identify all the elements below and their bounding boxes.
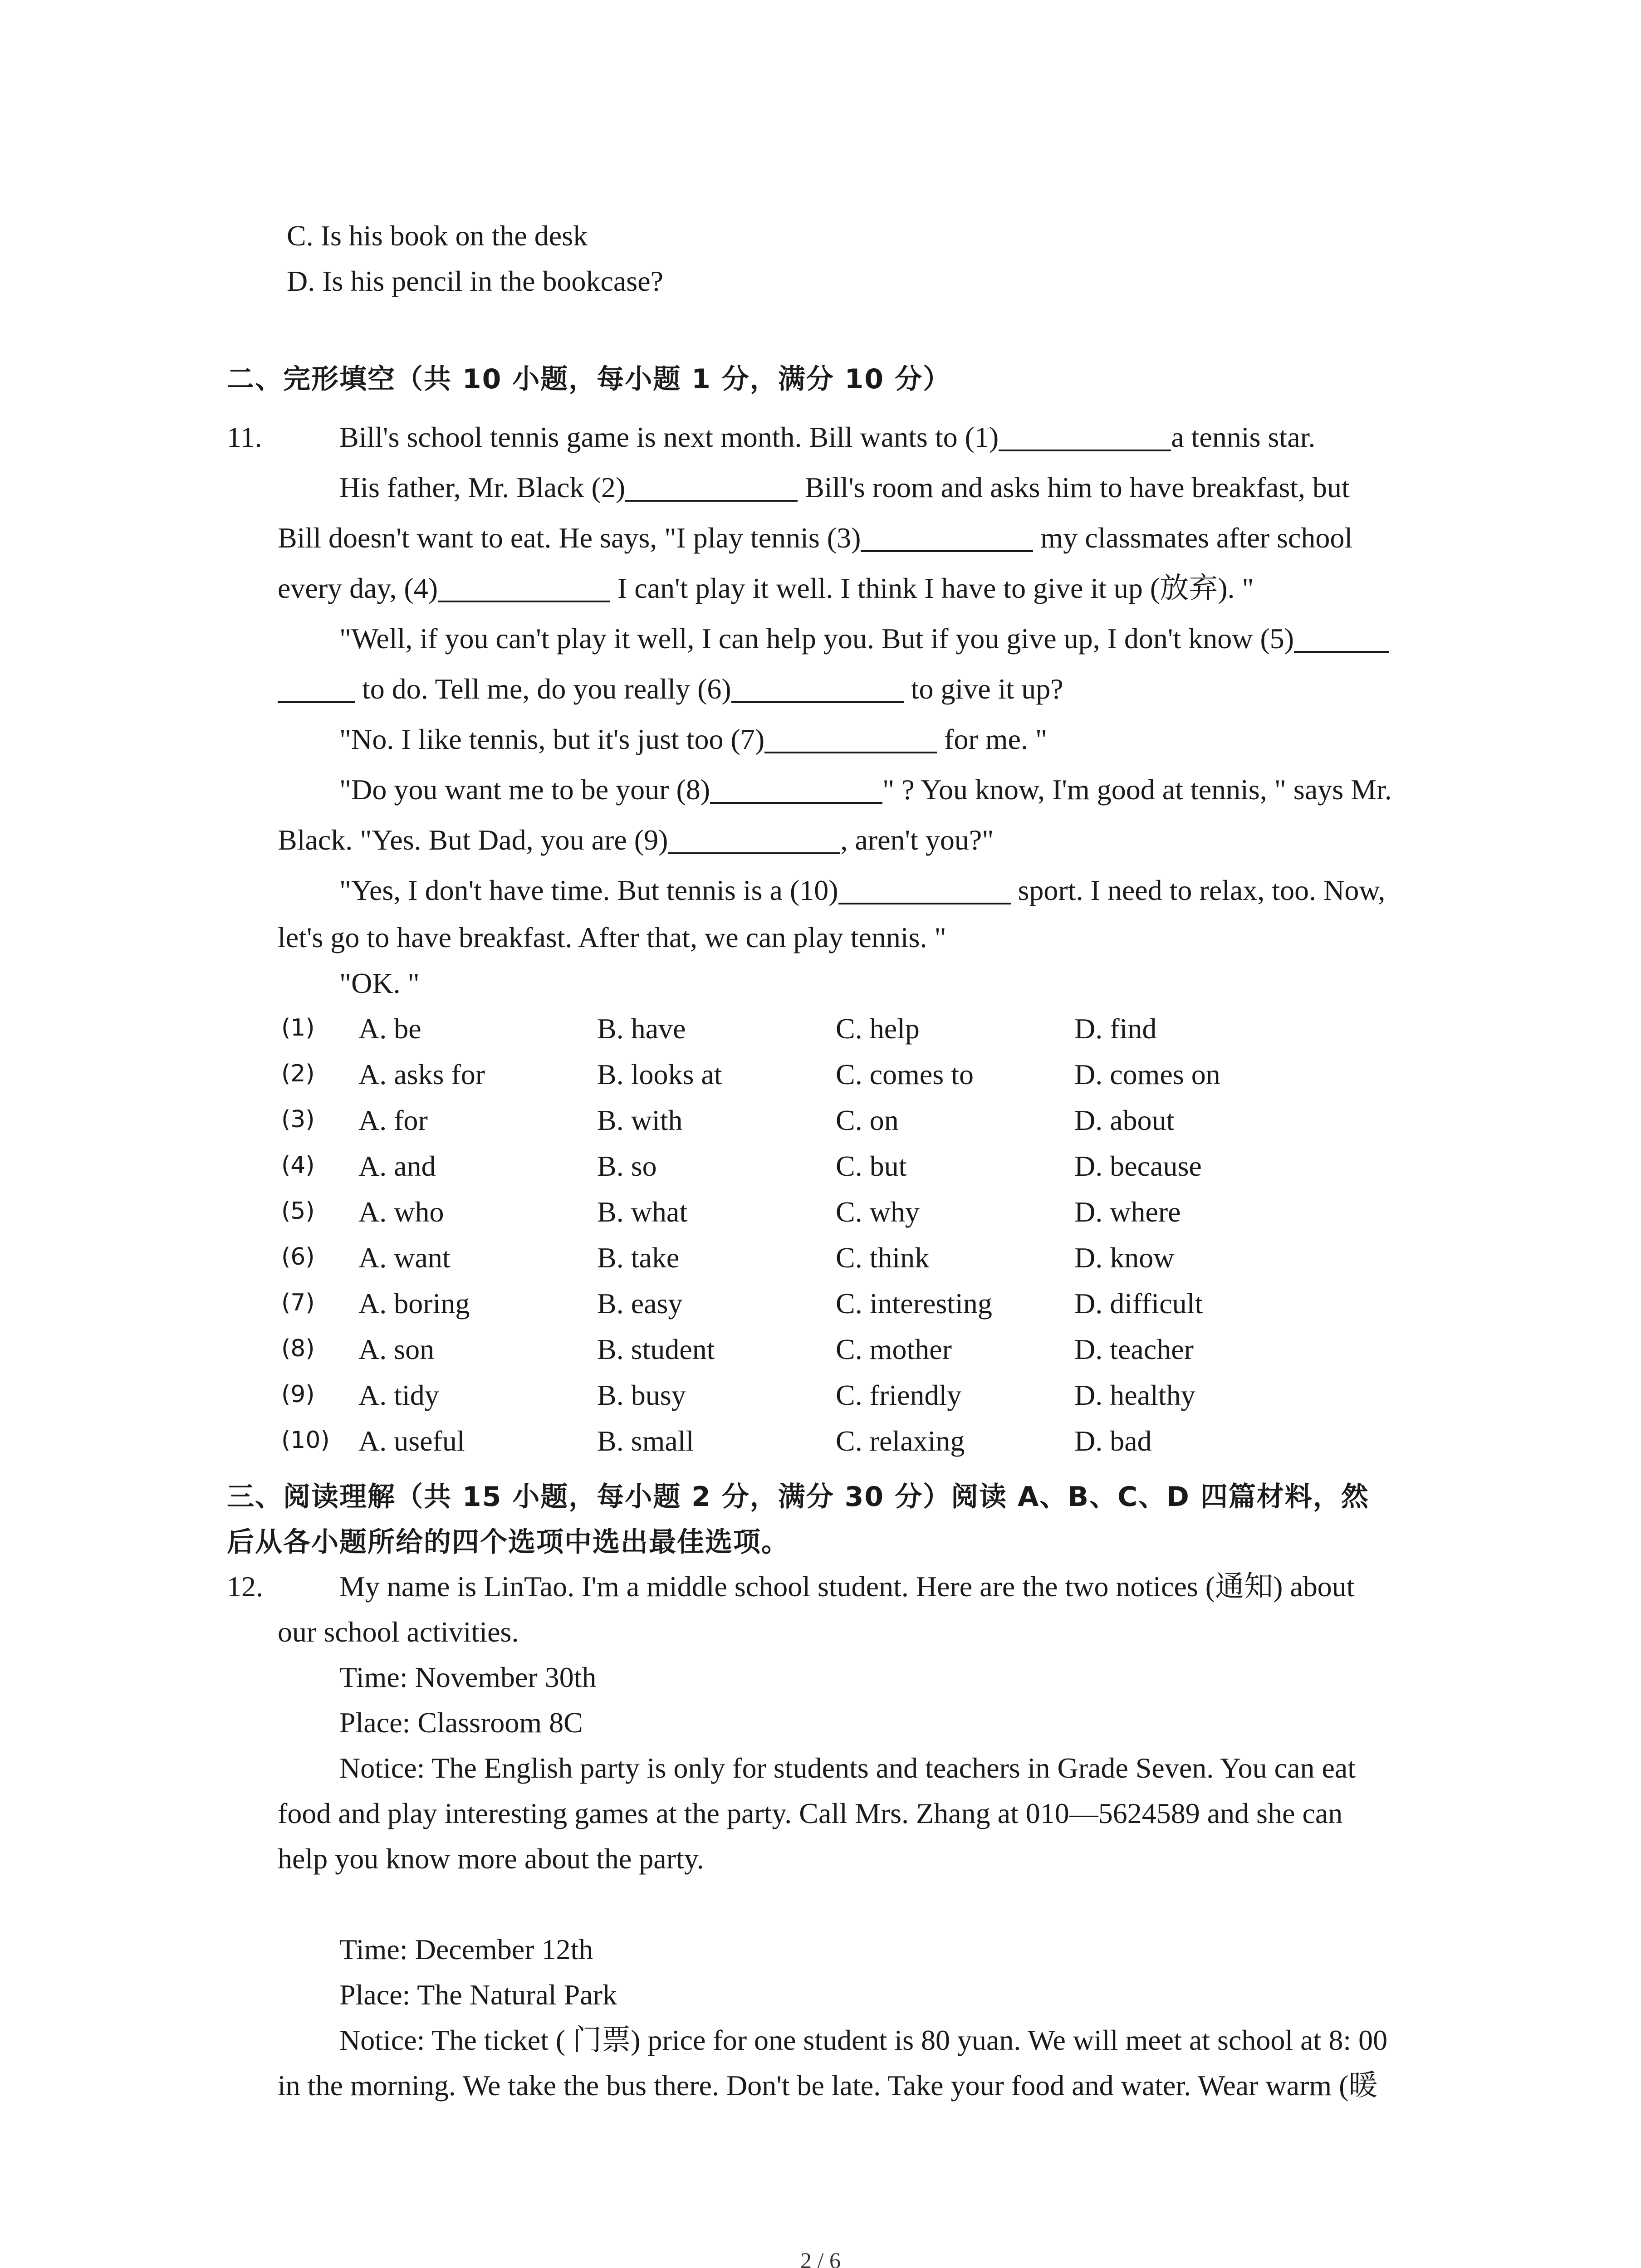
cloze-text: His father, Mr. Black (2) (339, 471, 626, 503)
option-c: C. think (836, 1242, 930, 1274)
cloze-line-11: let's go to have breakfast. After that, we can play tennis. " (278, 921, 946, 953)
notice-2-place: Place: The Natural Park (339, 1979, 617, 2011)
cloze-text: a tennis star. (1171, 421, 1316, 453)
blank-3 (861, 524, 1033, 552)
cloze-text: to do. Tell me, do you really (6) (362, 673, 731, 705)
cloze-line-5 (339, 624, 1389, 653)
cloze-line-9 (278, 826, 994, 855)
cloze-text: Bill's school tennis game is next month. Bill wants to (1) (339, 421, 999, 453)
option-d: D. where (1074, 1196, 1181, 1228)
option-c: C. comes to (836, 1058, 974, 1090)
passage-intro-line-2: our school activities. (278, 1616, 519, 1648)
cloze-line-4 (278, 574, 1254, 603)
option-a: A. tidy (358, 1379, 439, 1411)
blank-8 (710, 776, 882, 804)
blank-9 (668, 826, 840, 854)
blank-7 (764, 725, 937, 753)
blank-5a (1294, 625, 1389, 653)
notice-1-text-2: food and play interesting games at the party. Call Mrs. Zhang at 010—5624589 and she can (278, 1797, 1343, 1829)
option-b: B. take (597, 1242, 680, 1274)
option-row-number: (10) (281, 1427, 330, 1454)
option-d: D. difficult (1074, 1287, 1203, 1320)
option-a: A. want (358, 1242, 451, 1274)
option-a: A. son (358, 1333, 435, 1365)
option-row-number: (3) (281, 1106, 315, 1133)
notice-1-time: Time: November 30th (339, 1661, 597, 1693)
cloze-text: sport. I need to relax, too. Now, (1018, 874, 1386, 906)
option-d: D. find (1074, 1012, 1157, 1045)
notice-2-text-1: Notice: The ticket ( 门票) price for one student is 80 yuan. We will meet at school at 8: 00 (339, 2024, 1388, 2056)
option-b: B. looks at (597, 1058, 722, 1090)
cloze-text: " ? You know, I'm good at tennis, " says Mr. (882, 773, 1392, 806)
cloze-text: , aren't you?" (840, 824, 994, 856)
option-c: C. but (836, 1150, 907, 1182)
passage-intro-line-1: My name is LinTao. I'm a middle school student. Here are the two notices (通知) about (339, 1570, 1355, 1603)
option-d: D. know (1074, 1242, 1175, 1274)
blank-5b (278, 675, 355, 703)
page-number: 2 / 6 (800, 2248, 841, 2268)
option-row-number: (6) (281, 1243, 315, 1271)
option-d: D. because (1074, 1150, 1202, 1182)
notice-2-time: Time: December 12th (339, 1933, 593, 1965)
cloze-line-7 (339, 725, 1047, 754)
cloze-text: my classmates after school (1040, 522, 1353, 554)
cloze-line-8 (339, 775, 1392, 804)
cloze-text: I can't play it well. I think I have to give it up (放弃). " (617, 572, 1254, 604)
option-b: B. so (597, 1150, 657, 1182)
option-b: B. with (597, 1104, 683, 1136)
cloze-text: Bill's room and asks him to have breakfast, but (805, 471, 1350, 503)
option-a: A. useful (358, 1425, 465, 1457)
option-a: A. who (358, 1196, 444, 1228)
option-b: B. busy (597, 1379, 686, 1411)
section-3-title-line-2: 后从各小题所给的四个选项中选出最佳选项。 (227, 1526, 789, 1558)
section-3-title-line-1: 三、阅读理解（共 15 小题，每小题 2 分，满分 30 分）阅读 A、B、C、D 四篇材料，然 (227, 1481, 1369, 1513)
cloze-text: "Do you want me to be your (8) (339, 773, 710, 806)
option-a: A. boring (358, 1287, 470, 1320)
cloze-text: "Well, if you can't play it well, I can help you. But if you give up, I don't know (5) (339, 622, 1294, 655)
blank-6 (731, 675, 904, 703)
notice-1-text-3: help you know more about the party. (278, 1843, 704, 1875)
question-number-11: 11. (227, 421, 262, 453)
option-c: C. mother (836, 1333, 952, 1365)
option-c: C. interesting (836, 1287, 992, 1320)
blank-2 (625, 474, 798, 502)
option-c: C. why (836, 1196, 920, 1228)
option-d: D. about (1074, 1104, 1175, 1136)
option-c: C. help (836, 1012, 920, 1045)
prev-option-c: C. Is his book on the desk (287, 220, 588, 252)
cloze-text: to give it up? (911, 673, 1063, 705)
option-b: B. easy (597, 1287, 683, 1320)
option-row-number: (5) (281, 1198, 315, 1225)
option-b: B. what (597, 1196, 688, 1228)
blank-1 (999, 423, 1171, 451)
option-d: D. healthy (1074, 1379, 1195, 1411)
option-b: B. student (597, 1333, 715, 1365)
cloze-text: for me. " (944, 723, 1048, 755)
prev-option-d: D. Is his pencil in the bookcase? (287, 265, 663, 297)
option-row-number: (8) (281, 1335, 315, 1362)
question-number-12: 12. (227, 1570, 263, 1603)
option-d: D. bad (1074, 1425, 1152, 1457)
notice-1-text-1: Notice: The English party is only for students and teachers in Grade Seven. You can eat (339, 1752, 1356, 1784)
option-b: B. have (597, 1012, 686, 1045)
cloze-text: "No. I like tennis, but it's just too (7) (339, 723, 765, 755)
cloze-text: Black. "Yes. But Dad, you are (9) (278, 824, 668, 856)
option-b: B. small (597, 1425, 694, 1457)
notice-1-place: Place: Classroom 8C (339, 1706, 583, 1739)
cloze-text: every day, (4) (278, 572, 438, 604)
option-row-number: (9) (281, 1381, 315, 1408)
option-c: C. friendly (836, 1379, 962, 1411)
cloze-line-10 (339, 876, 1385, 905)
option-c: C. on (836, 1104, 899, 1136)
option-a: A. for (358, 1104, 428, 1136)
option-row-number: (1) (281, 1014, 315, 1041)
cloze-line-3 (278, 523, 1352, 552)
option-row-number: (4) (281, 1152, 315, 1179)
cloze-line-12: "OK. " (339, 967, 420, 999)
cloze-line-1 (339, 423, 1315, 452)
blank-10 (838, 876, 1011, 904)
cloze-text: Bill doesn't want to eat. He says, "I play tennis (3) (278, 522, 861, 554)
cloze-line-6 (278, 675, 1063, 704)
cloze-text: "Yes, I don't have time. But tennis is a (10) (339, 874, 838, 906)
option-row-number: (2) (281, 1060, 315, 1087)
option-a: A. be (358, 1012, 421, 1045)
option-row-number: (7) (281, 1289, 315, 1316)
cloze-line-2 (339, 473, 1350, 502)
blank-4 (438, 574, 610, 602)
option-d: D. teacher (1074, 1333, 1194, 1365)
notice-2-text-2: in the morning. We take the bus there. Don't be late. Take your food and water. Wear warm (暖 (278, 2069, 1378, 2102)
option-a: A. asks for (358, 1058, 485, 1090)
option-c: C. relaxing (836, 1425, 965, 1457)
option-a: A. and (358, 1150, 436, 1182)
option-d: D. comes on (1074, 1058, 1220, 1090)
section-2-title: 二、完形填空（共 10 小题，每小题 1 分，满分 10 分） (227, 363, 951, 395)
